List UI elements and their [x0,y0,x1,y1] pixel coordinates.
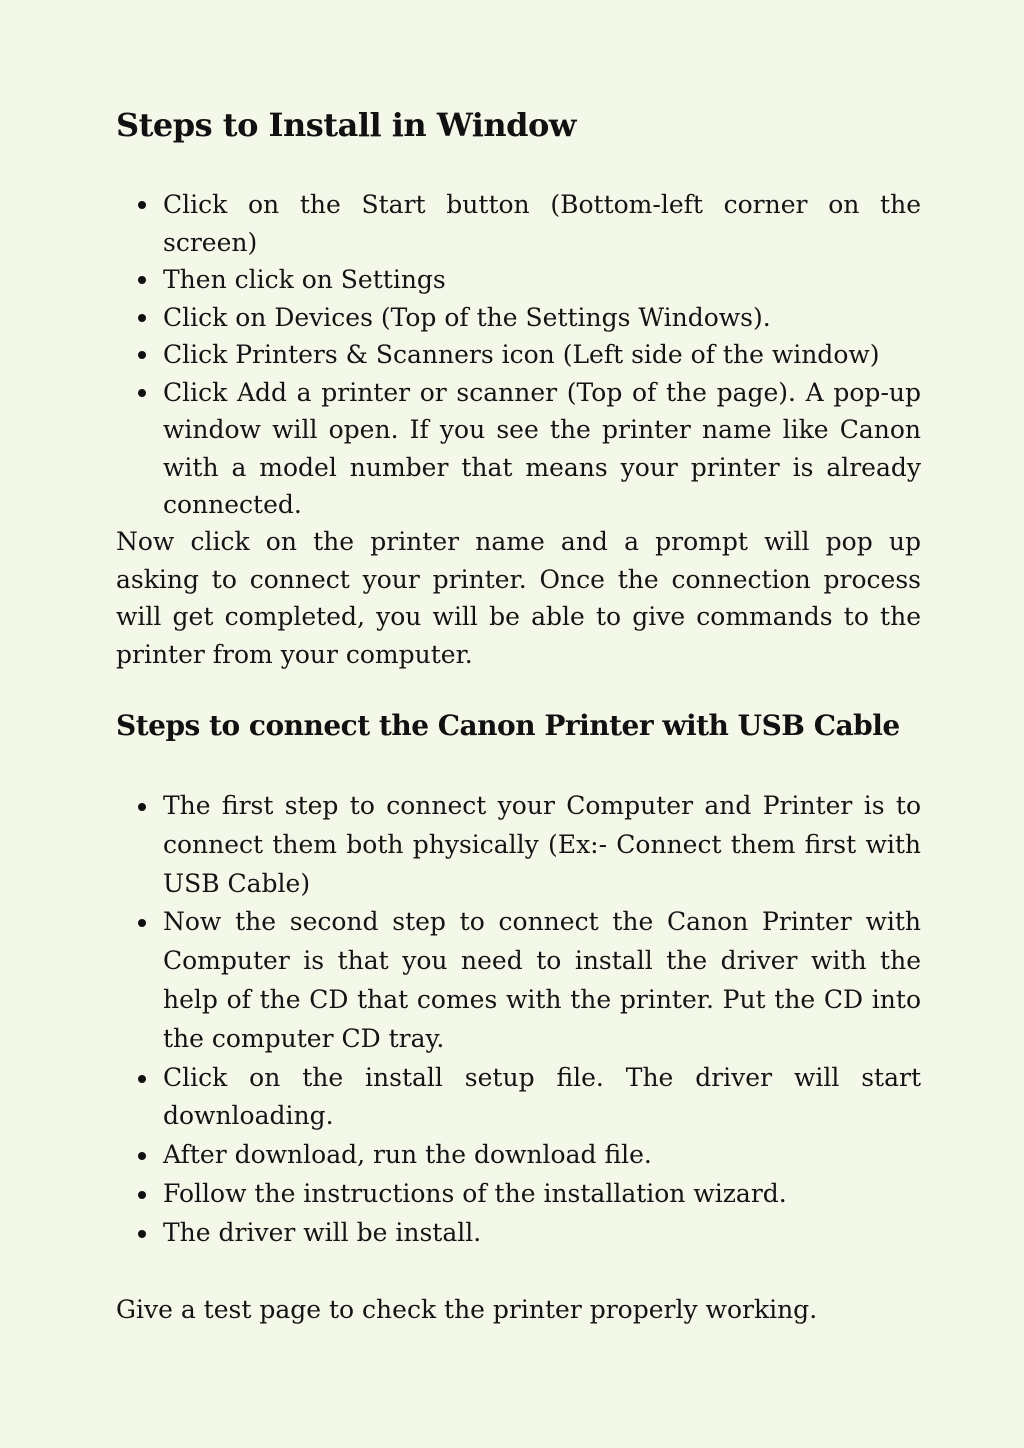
list-item: Click on Devices (Top of the Settings Windows). [116,299,921,337]
list-item: Click on the Start button (Bottom-left corner on the screen) [116,186,921,261]
section-heading-install-windows: Steps to Install in Window [116,106,576,144]
list-item: Follow the instructions of the installation wizard. [116,1175,921,1214]
connection-paragraph: Now click on the printer name and a prompt will pop up asking to connect your printer. Once the connection process will get completed, you will be able to give commands to the printer from your computer. [116,527,921,669]
list-item: Click Printers & Scanners icon (Left side of the window) [116,336,921,374]
test-page-paragraph: Give a test page to check the printer properly working. [116,1295,818,1324]
install-steps-list [116,186,921,524]
section-heading-usb-cable: Steps to connect the Canon Printer with USB Cable [116,709,900,742]
list-item: Click on the install setup file. The driver will start downloading. [116,1059,921,1137]
usb-steps-list [116,787,921,1253]
list-item: Then click on Settings [116,261,921,299]
list-item: The driver will be install. [116,1214,921,1253]
list-item: Now the second step to connect the Canon Printer with Computer is that you need to install the driver with the help of the CD that comes with the printer. Put the CD into the computer CD tray. [116,903,921,1058]
list-item: After download, run the download file. [116,1136,921,1175]
list-item: The first step to connect your Computer and Printer is to connect them both physically (Ex:- Connect them first with USB Cable) [116,787,921,903]
list-item: Click Add a printer or scanner (Top of the page). A pop-up window will open. If you see the printer name like Canon with a model number that means your printer is already connected. [116,374,921,524]
